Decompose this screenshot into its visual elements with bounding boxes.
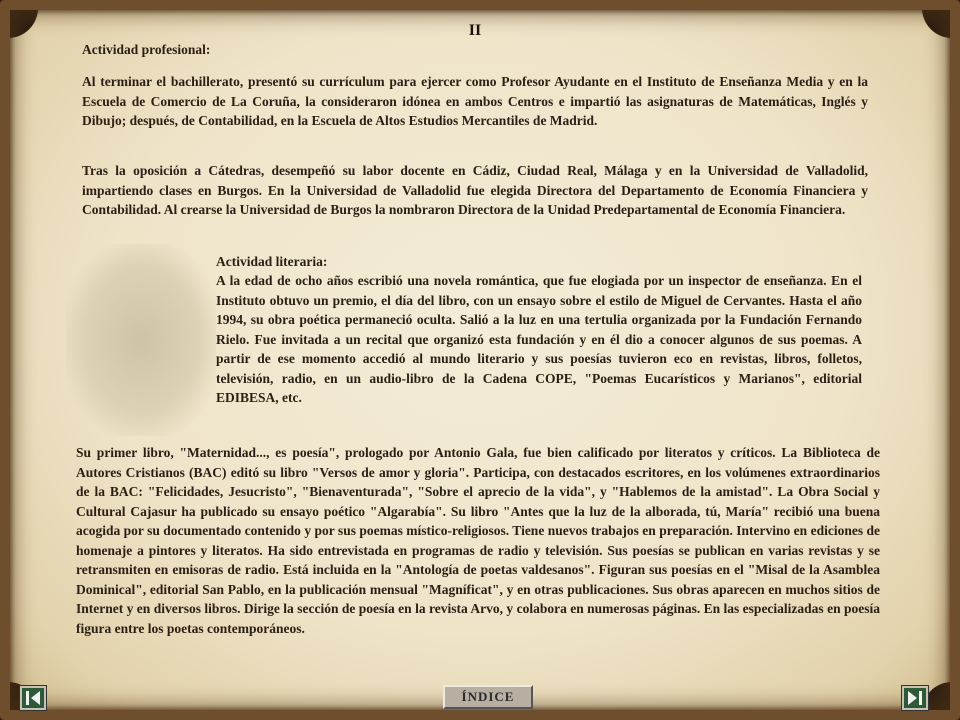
portrait-image	[66, 244, 216, 436]
literary-paragraph-1: A la edad de ocho años escribió una novela romántica, que fue elogiada por un inspector de enseñanza. En el Instituto obtuvo un premio, el día del libro, con un ensayo sobre el estilo de Miguel de Cervantes. Hasta el año 1994, su obra poética permaneció oculta. Salió a la luz en una tertulia organizada por la Fundación Fernando Rielo. Fue invitada a un recital que organizó esta fundación y en él dio a conocer algunos de sus poemas. A partir de ese momento accedió al mundo literario y sus poesías tuvieron eco en revistas, libros, folletos, televisión, radio, en un audio-libro de la Cadena COPE, "Poemas Eucarísticos y Marianos", editorial EDIBESA, etc.	[216, 273, 862, 405]
frame-corner	[922, 0, 960, 38]
professional-paragraph-1: Al terminar el bachillerato, presentó su currículum para ejercer como Profesor Ayudante en el Instituto de Enseñanza Media y en la Escuela de Comercio de La Coruña, la consideraron idónea en ambos Centros e impartió las asignaturas de Matemáticas, Inglés y Dibujo; después, de Contabilidad, en la Escuela de Altos Estudios Mercantiles de Madrid.	[82, 74, 868, 128]
literary-paragraph-2: Su primer libro, "Maternidad..., es poesía", prologado por Antonio Gala, fue bien calificado por literatos y críticos. La Biblioteca de Autores Cristianos (BAC) editó su libro "Versos de amor y gloria". Participa, con destacados escritores, en los volúmenes extraordinarios de la BAC: "Felicidades, Jesucristo", "Bienaventurada", "Sobre el aprecio de la vida", y "Hablemos de la amistad". La Obra Social y Cultural Cajasur ha publicado su ensayo poético "Algarabía". Su libro "Antes que la luz de la alborada, tú, María" recibió una buena acogida por su documentado contenido y por sus poemas místico-religiosos. Tiene nuevos trabajos en preparación. Intervino en ediciones de homenaje a pintores y literatos. Ha sido entrevistada en programas de radio y televisión. Sus poesías se publican en varias revistas y se retransmiten en emisoras de radio. Está incluida en la "Antología de poetas valdesanos". Figuran sus poesías en el "Misal de la Asamblea Dominical", editorial San Pablo, en la publicación mensual "Magníficat", y en otras publicaciones. Sus obras aparecen en muchos sitios de Internet y en diversos libros. Dirige la sección de poesía en la revista Arvo, y colabora en numerosas páginas. En las especializadas en poesía figura entre los poetas contemporáneos.	[76, 445, 880, 636]
page-number: II	[468, 22, 482, 39]
professional-paragraph-2: Tras la oposición a Cátedras, desempeñó su labor docente en Cádiz, Ciudad Real, Málaga y en la Universidad de Valladolid, impartiendo clases en Burgos. En la Universidad de Valladolid fue elegida Directora del Departamento de Economía Financiera y Contabilidad. Al crearse la Universidad de Burgos la nombraron Directora de la Unidad Predepartamental de Economía Financiera.	[82, 163, 868, 217]
professional-heading: Actividad profesional:	[82, 42, 211, 57]
index-button[interactable]: ÍNDICE	[443, 685, 533, 709]
next-arrow-icon	[919, 691, 922, 705]
frame-corner	[0, 0, 38, 38]
literary-heading: Actividad literaria:	[216, 254, 328, 269]
prev-arrow-icon	[26, 691, 29, 705]
prev-button[interactable]	[20, 686, 46, 710]
next-arrow-icon	[908, 691, 917, 705]
next-button[interactable]	[902, 686, 928, 710]
portrait-photo	[66, 244, 216, 436]
prev-arrow-icon	[31, 691, 40, 705]
